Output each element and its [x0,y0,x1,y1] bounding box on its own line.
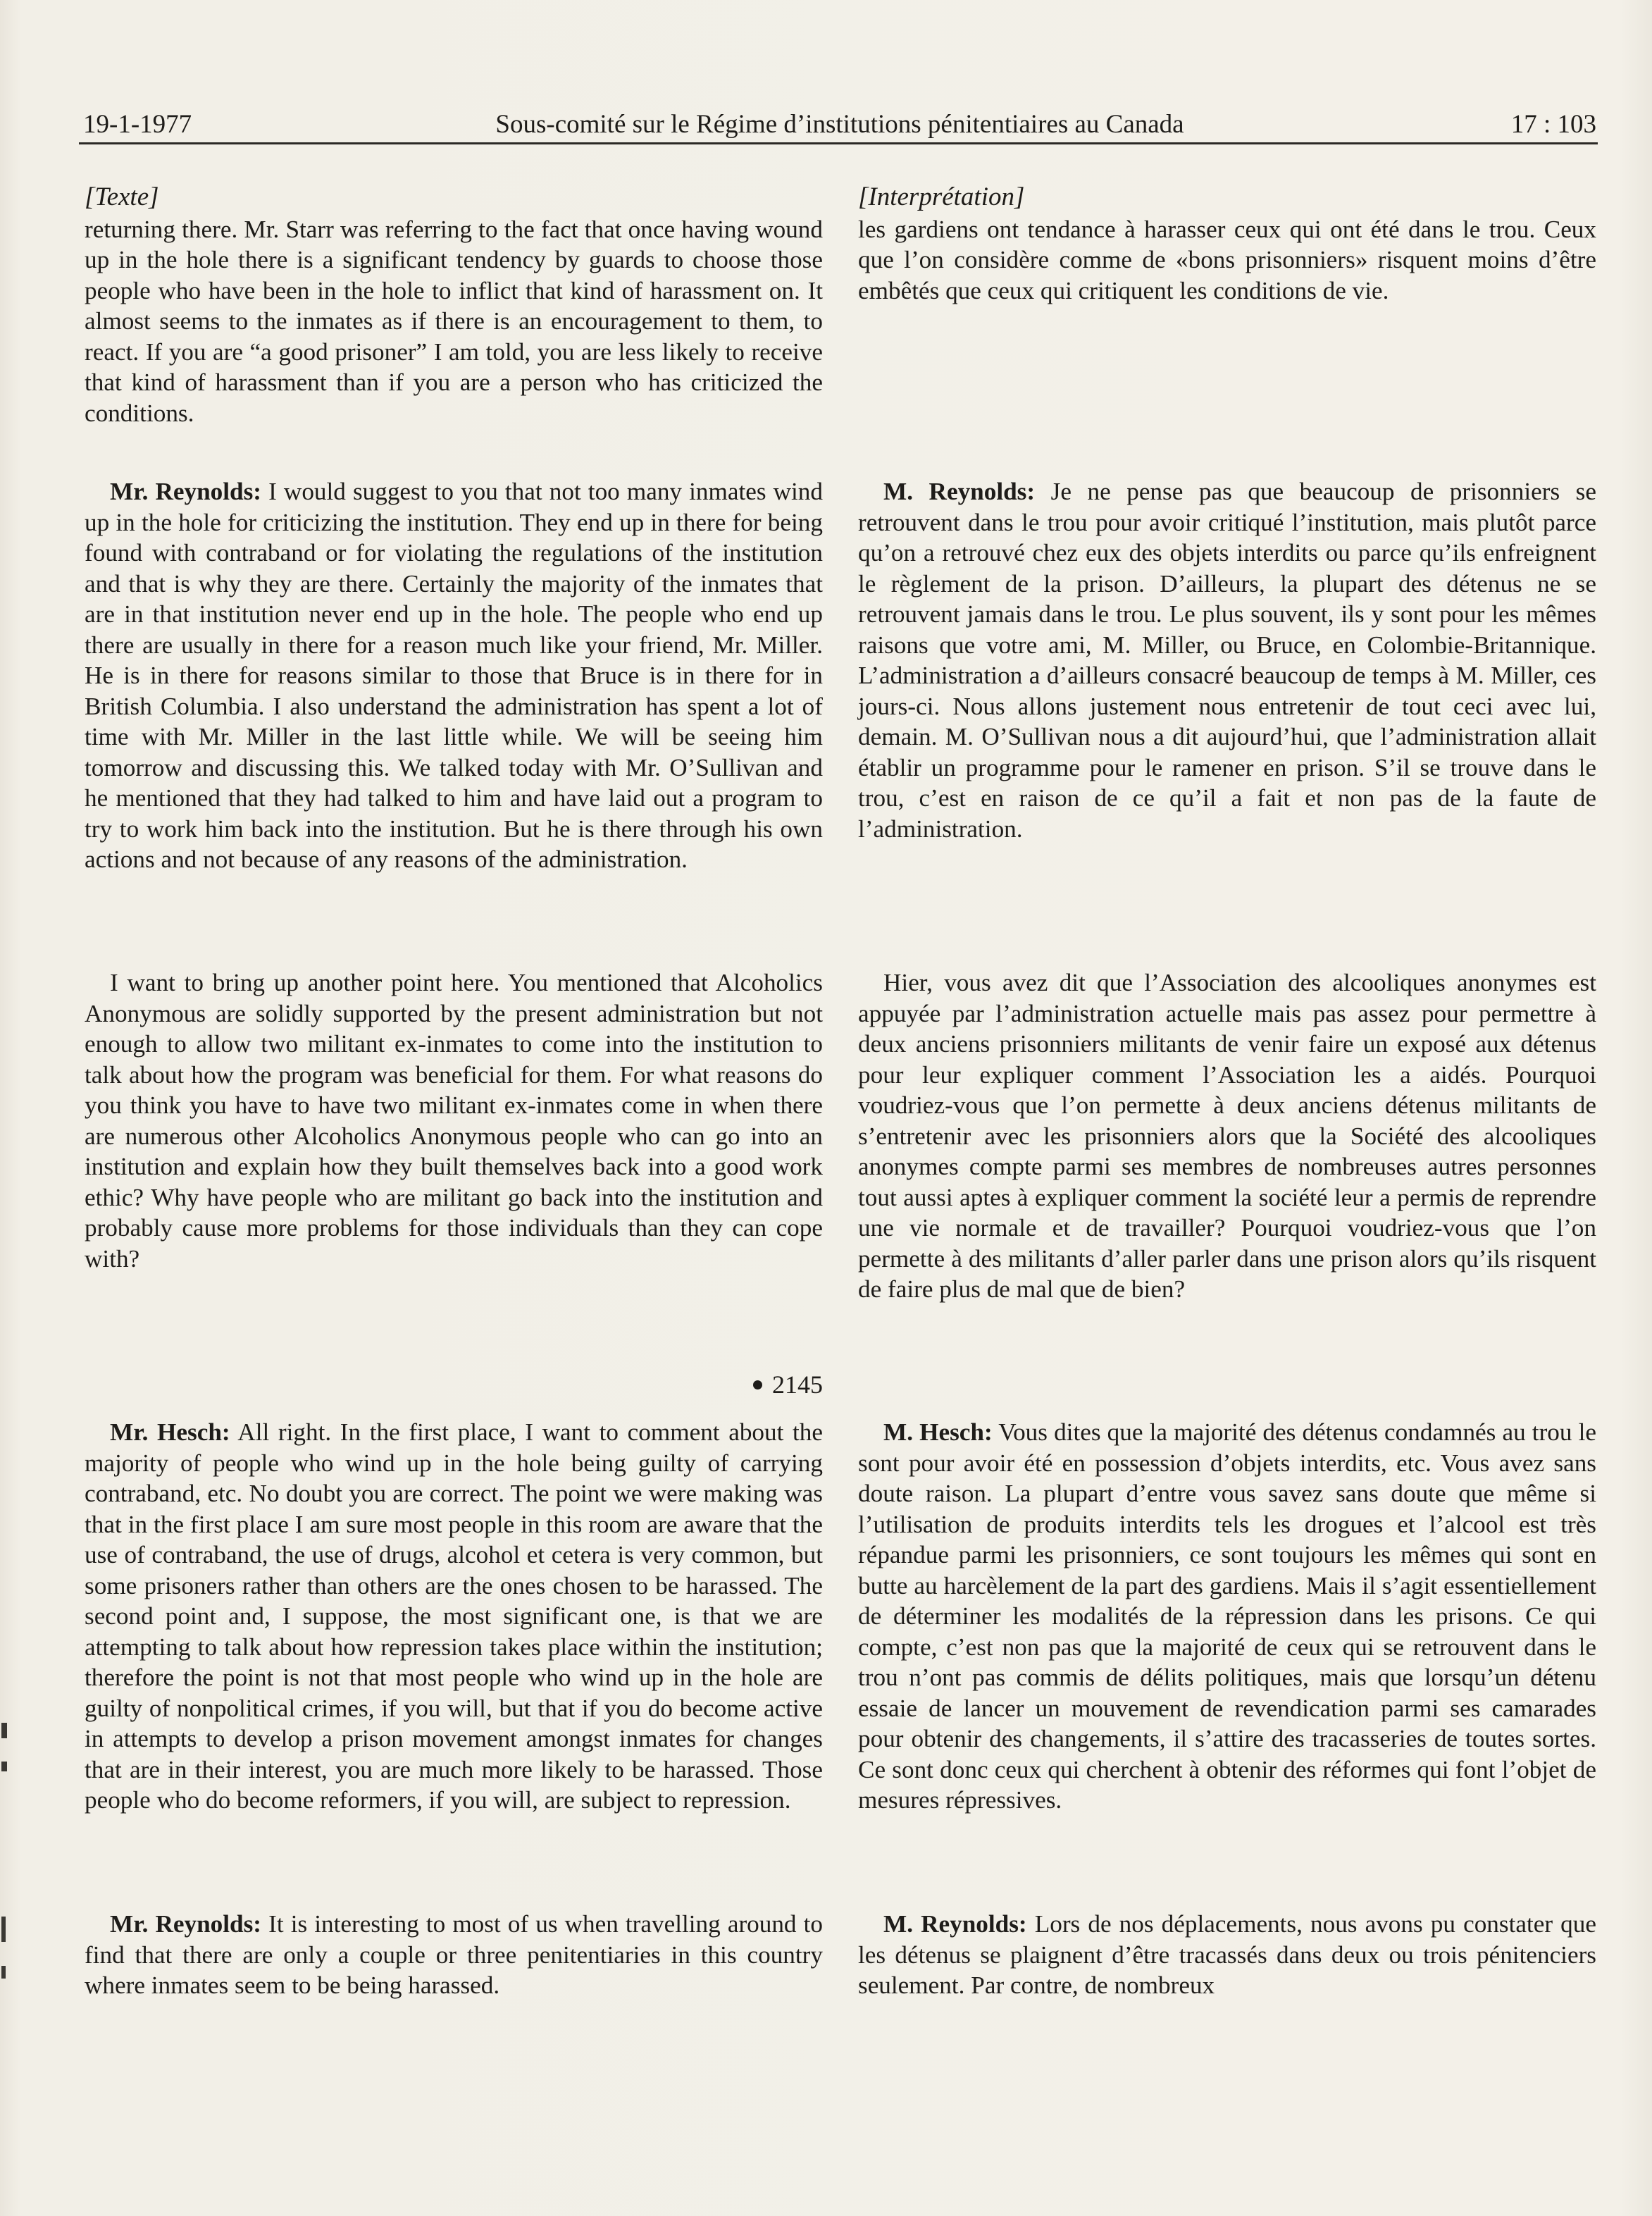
left-section-marker: [Texte] [85,182,159,211]
speaker-name: Mr. Hesch: [110,1418,230,1446]
right-paragraph-5 [858,1909,1596,2001]
right-paragraph-2 [858,476,1596,844]
speaker-name: M. Hesch: [883,1418,993,1446]
right-block-3 [858,967,1596,1305]
speaker-name: Mr. Reynolds: [110,1910,262,1938]
right-paragraph-1: les gardiens ont tendance à harasser ceux qui ont été dans le trou. Ceux que l’on considère comme de «bons prisonniers» risquent moins d’être embêtés que ceux qui critiquent les conditions de vie. [858,215,1596,304]
scan-edge-mark [1,1762,7,1771]
header-date: 19-1-1977 [83,110,192,139]
right-block-4 [858,1417,1596,1816]
speaker-remarks: Vous dites que la majorité des détenus condamnés au trou le sont pour avoir été en possession d’objets interdits, etc. Vous avez sans doute raison. La plupart d’entre vous savez sans doute que même si l’utilisation de produits interdits tels les drogues et l’alcool est très répandue parmi les prisonniers, ce sont toujours les mêmes qui sont en butte au harcèlement de la part des gardiens. Mais il s’agit essentiellement de déterminer les modalités de la répression dans les prisons. Ce qui compte, c’est non pas que la majorité de ceux qui se retrouvent dans le trou n’ont pas commis de délits politiques, mais que lorsqu’un détenu essaie de lancer un mouvement de revendication parmi ses camarades pour obtenir des changements, il s’attire des tracasseries de toutes sortes. Ce sont donc ceux qui cherchent à obtenir des réformes qui font l’objet de mesures répressives. [858,1418,1596,1814]
speaker-remarks: It is interesting to most of us when travelling around to find that there are only a couple or three penitentiaries in this country where inmates seem to be being harassed. [85,1910,823,1999]
scan-edge-mark [1,1917,6,1942]
header-rule [79,142,1598,144]
scan-edge-mark [1,1723,7,1738]
left-paragraph-5 [85,1909,823,2001]
right-paragraph-3: Hier, vous avez dit que l’Association des alcooliques anonymes est appuyée par l’administration actuelle mais pas assez pour permettre à deux anciens prisonniers militants de venir faire un exposé aux détenus pour leur expliquer comment l’Association les a aidés. Pourquoi voudriez-vous que l’on permette à deux anciens détenus militants de s’entretenir avec les prisonniers alors que la Société des alcooliques anonymes compte parmi ses membres de nombreuses autres personnes tout aussi aptes à expliquer comment la société leur a permis de reprendre une vie normale et de travailler? Pourquoi voudriez-vous que l’on permette à des militants d’aller parler dans une prison alors qu’ils risquent de faire plus de mal que de bien? [858,969,1596,1303]
timestamp [85,1370,823,1401]
speaker-remarks: Lors de nos déplacements, nous avons pu constater que les détenus se plaignent d’être tracassés dans deux ou trois pénitenciers seulement. Par contre, de nombreux [858,1910,1596,1999]
speaker-remarks: I would suggest to you that not too many inmates wind up in the hole for criticizing the institution. They end up in there for being found with contraband or for violating the regulations of the institution and that is why they are there. Certainly the majority of the inmates that are in that institution never end up in the hole. The people who end up there are usually in there for a reason much like your friend, Mr. Miller. He is in there for reasons similar to those that Bruce is in there for in British Columbia. I also understand the administration has spent a lot of time with Mr. Miller in the last little while. We will be seeing him tomorrow and discussing this. We talked today with Mr. O’Sullivan and he mentioned that they had talked to him and have laid out a program to try to work him back into the institution. But he is there through his own actions and not because of any reasons of the administration. [85,478,823,873]
speaker-name: M. Reynolds: [883,1910,1027,1938]
right-block-1 [858,182,1596,306]
timestamp-value: 2145 [772,1370,823,1399]
left-paragraph-4 [85,1417,823,1816]
right-block-2 [858,476,1596,844]
header-title: Sous-comité sur le Régime d’institutions pénitentiaires au Canada [495,110,1184,139]
left-paragraph-2 [85,476,823,875]
left-paragraph-1: returning there. Mr. Starr was referring to the fact that once having wound up in the hole there is a significant tendency by guards to choose those people who have been in the hole to inflict that kind of harassment on. It almost seems to the inmates as if there is an encouragement to them, to react. If you are “a good prisoner” I am told, you are less likely to receive that kind of harassment than if you are a person who has criticized the conditions. [85,215,823,427]
left-block-3 [85,967,823,1274]
header-page-number: 17 : 103 [1510,110,1596,139]
speaker-remarks: All right. In the first place, I want to comment about the majority of people who wind up in the hole being guilty of carrying contraband, etc. No doubt you are correct. The point we were making was that in the first place I am sure most people in this room are aware that the use of contraband, the use of drugs, alcohol et cetera is very common, but some prisoners rather than others are the ones chosen to be harassed. The second point and, I suppose, the most significant one, is that we are attempting to talk about how repression takes place within the institution; therefore the point is not that most people who wind up in the hole are guilty of nonpolitical crimes, if you will, but that if you do become active in attempts to develop a prison movement amongst inmates for changes that are in their interest, you are much more likely to be harassed. Those people who do become reformers, if you will, are subject to repression. [85,1418,823,1814]
bullet-icon [753,1380,762,1389]
left-block-2 [85,476,823,875]
left-block-4 [85,1417,823,1816]
left-block-timestamp [85,1370,823,1401]
running-header [83,107,1596,142]
left-block-5 [85,1909,823,2001]
right-block-5 [858,1909,1596,2001]
speaker-name: M. Reynolds: [883,478,1036,505]
speaker-remarks: Je ne pense pas que beaucoup de prisonniers se retrouvent dans le trou pour avoir critiqué l’institution, mais plutôt parce qu’on a retrouvé chez eux des objets interdits ou parce qu’ils enfreignent le règlement de la prison. D’ailleurs, la plupart des détenus ne se retrouvent jamais dans le trou. Le plus souvent, ils y sont pour les mêmes raisons que votre ami, M. Miller, ou Bruce, en Colombie-Britannique. L’administration a d’ailleurs consacré beaucoup de temps à M. Miller, ces jours-ci. Nous allons justement nous entretenir de tout ceci avec lui, demain. M. O’Sullivan nous a dit aujourd’hui, que l’administration allait établir un programme pour le ramener en prison. S’il se trouve dans le trou, c’est en raison de ce qu’il a fait et non pas de la faute de l’administration. [858,478,1596,843]
scan-edge-mark [1,1966,6,1979]
right-paragraph-4 [858,1417,1596,1816]
right-section-marker: [Interprétation] [858,182,1025,211]
speaker-name: Mr. Reynolds: [110,478,262,505]
left-paragraph-3: I want to bring up another point here. You mentioned that Alcoholics Anonymous are solidly supported by the present administration but not enough to allow two militant ex-inmates to come into the institution to talk about how the program was beneficial for them. For what reasons do you think you have to have two militant ex-inmates come in when there are numerous other Alcoholics Anonymous people who can go into an institution and explain how they built themselves back into a good work ethic? Why have people who are militant go back into the institution and probably cause more problems for those individuals than they can cope with? [85,969,823,1273]
left-block-1 [85,182,823,428]
